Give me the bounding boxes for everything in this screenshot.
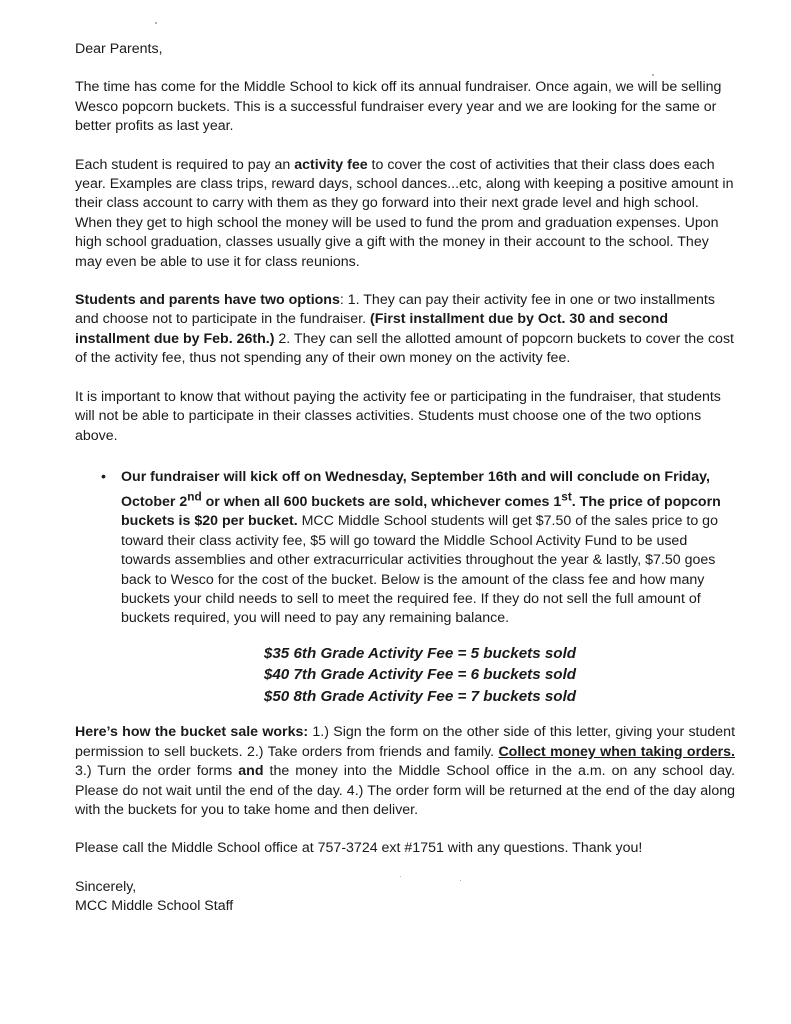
- activity-fee-text: Each student is required to pay an: [75, 156, 295, 173]
- and-emphasis: and: [238, 763, 264, 780]
- salutation: Dear Parents,: [75, 41, 163, 57]
- options-heading: Students and parents have two options: [75, 292, 340, 309]
- fee-6th-grade: $35 6th Grade Activity Fee = 5 buckets sold: [263, 644, 577, 662]
- fund-allocation-text: MCC Middle School students will get $7.50 of the sales price to go toward their class activity fee, $5 will go toward the Middle School Activity Fund to be used towards assemblies and other extracurricular activities throughout the year & lastly, $7.50 goes back to Wesco for the cost of the bucket. Below is the amount of the class fee and how many buckets your child needs to sell to meet the required fee. If they do not sell the full amount of buckets required, you will need to pay any remaining balance.: [121, 513, 718, 627]
- intro-paragraph: The time has come for the Middle School to kick off its annual fundraiser. Once again, we will be selling Wesco popcorn buckets. This is a successful fundraiser every year and we are looking for the same or better profits as last year.: [75, 79, 722, 135]
- fundraiser-bullet: [101, 468, 737, 629]
- fee-table: [75, 643, 735, 708]
- how-it-works-step4: the money into the Middle School office in the a.m. on any school day. Please do not wait until the end of the day. 4.) The order form will be returned at the end of the day along with the buckets for you to take home and then deliver.: [75, 763, 736, 819]
- option-one-text: : 1. They can pay their activity fee in one or two installments and choose not to participate in the fundraiser.: [75, 292, 715, 328]
- activity-fee-paragraph: [75, 156, 735, 272]
- how-it-works-heading: Here’s how the bucket sale works:: [75, 724, 309, 741]
- activity-fee-text-rest: to cover the cost of activities that their class does each year. Examples are class trips, reward days, school dances...etc, along with keeping a positive amount in their class account to carry with them as they go forward into their next grade level and high school. When they get to high school the money will be used to fund the prom and graduation expenses. Upon high school graduation, classes usually give a gift with the money in their account to the school. They may even be able to use it for class reunions.: [75, 156, 734, 270]
- scan-speck: [155, 22, 157, 24]
- signature: MCC Middle School Staff: [75, 898, 234, 915]
- ordinal-nd: nd: [187, 489, 202, 504]
- contact-paragraph: Please call the Middle School office at 757-3724 ext #1751 with any questions. Thank you!: [75, 840, 643, 857]
- fundraiser-details: [121, 468, 737, 629]
- bucket-price: . The price of popcorn buckets is $20 per bucket.: [121, 494, 721, 530]
- installment-dates: (First installment due by Oct. 30 and second installment due by Feb. 26th.): [75, 311, 668, 347]
- options-paragraph: [75, 291, 735, 369]
- fee-8th-grade: $50 8th Grade Activity Fee = 7 buckets sold: [263, 687, 577, 705]
- collect-money-note: Collect money when taking orders.: [498, 743, 735, 760]
- fundraiser-dates-text-2: or when all 600 buckets are sold, whichever comes 1: [201, 494, 562, 511]
- fee-7th-grade: $40 7th Grade Activity Fee = 6 buckets sold: [263, 666, 577, 684]
- bullet-icon: •: [101, 468, 106, 485]
- letter-body: [75, 40, 735, 917]
- how-it-works-paragraph: [75, 723, 735, 820]
- scan-speck: [400, 876, 401, 877]
- how-it-works-step3: 3.) Turn the order forms: [75, 763, 239, 780]
- ordinal-st: st: [561, 489, 572, 504]
- option-two-text: 2. They can sell the allotted amount of popcorn buckets to cover the cost of the activity fee, thus not spending any of their own money on the activity fee.: [75, 330, 734, 367]
- how-it-works-steps: 1.) Sign the form on the other side of this letter, giving your student permission to sell buckets. 2.) Take orders from friends and family.: [75, 724, 736, 760]
- requirement-paragraph: It is important to know that without paying the activity fee or participating in the fundraiser, that students will not be able to participate in their classes activities. Students must choose one of the two options above.: [75, 388, 721, 444]
- scan-speck: [652, 74, 654, 76]
- scan-speck: [460, 880, 461, 881]
- activity-fee-term: activity fee: [294, 156, 368, 173]
- fundraiser-dates-text: Our fundraiser will kick off on Wednesday, September 16th and will conclude on Friday, October 2: [121, 468, 710, 511]
- closing: Sincerely,: [75, 878, 137, 895]
